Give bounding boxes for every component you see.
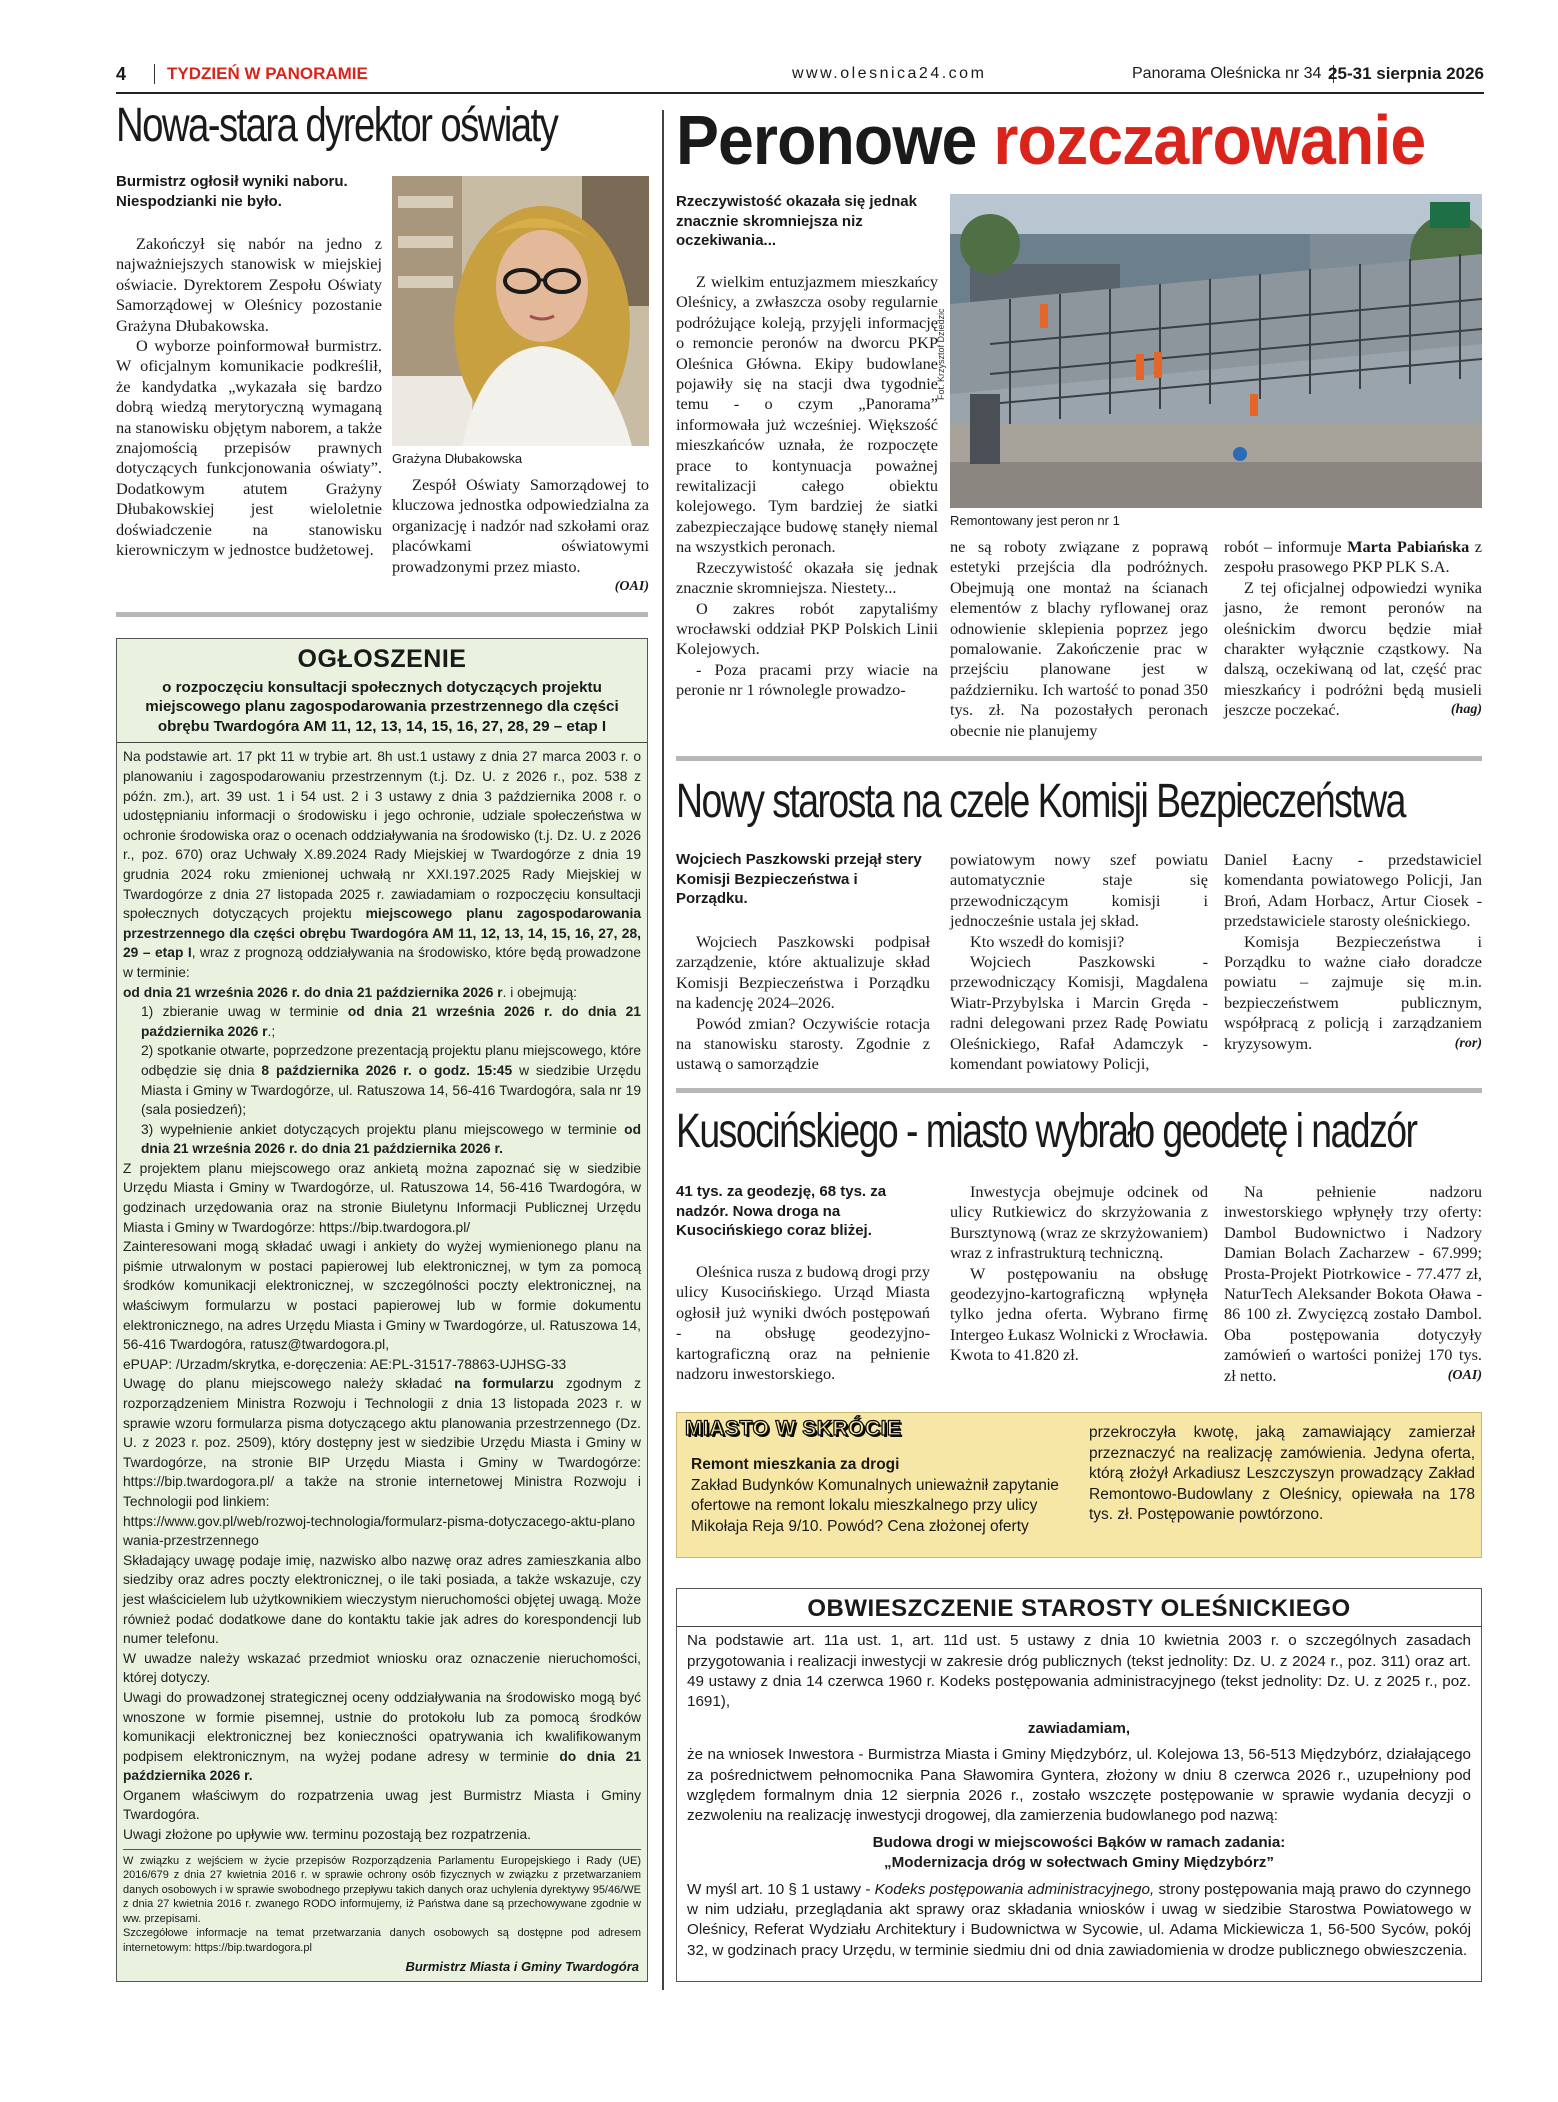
article3-paragraph: Komisja Bezpieczeństwa i Porządku to ważne ciało doradcze powiatu – zajmuje się m.in. bezpieczeństwem publicznym, współpracą z policją i zarządzaniem kryzysowym. (ror) [1224,931,1482,1053]
city-in-brief-text: przekroczyła kwotę, jaką zamawiający zamierzał przeznaczyć na realizację zamówienia. Jedyna oferta, którą złożył Arkadiusz Leszczyszyn prowadzący Zakład Remontowo-Budowlany z Oleśnicy, opiewała na 178 tys. zł. Postępowanie powtórzono. [1089,1424,1475,1524]
article2-paragraph: - Poza pracami przy wiacie na peronie nr 1 równolegle prowadzo- [676,659,938,700]
article2-paragraph: Z wielkim entuzjazmem mieszkańcy Oleśnicy, a zwłaszcza osoby regularnie podróżujące koleją, przyjęli informację o remoncie peronów na dworcu PKP Oleśnica Główna. Ekipy budowlane pojawiły się na stacji dwa tygodnie temu - o czym „Panorama” informowała już wcześniej. Większość mieszkańców uznała, że rozpoczęte prace to kontynuacja poważnej rewitalizacji całego obiektu kolejowego. Tym bardziej że siatki zabezpieczające budowę stanęły niemal na wszystkich peronach. [676,272,938,557]
announcement-signature: Burmistrz Miasta i Gminy Twardogóra [405,1959,639,1975]
article3-paragraph: Kto wszedł do komisji? [970,931,1125,951]
article3-signature: (ror) [1454,1035,1482,1051]
announcement-paragraph: Składający uwagę podaje imię, nazwisko albo nazwę oraz adres zamieszkania albo siedziby oraz adres poczty elektronicznej, o ile taki posiada, a także wskazuje, czy jest właścicielem lub użytkownikiem wieczystym nieruchomości objętej uwagą. Może również podać dodatkowe dane do kontaktu takie jak adres do korespondencji lub numer telefonu. [123,1552,641,1647]
article3-paragraph: Powód zmian? Oczywiście rotacja na stanowisku starosty. Zgodnie z ustawą o samorządzie [676,1013,930,1074]
announcement-paragraph: W uwadze należy wskazać przedmiot wniosku oraz oznaczenie nieruchomości, której dotyczy. [123,1650,641,1686]
spokesperson-name: Marta Pabiańska [1347,537,1470,556]
city-in-brief-headline: Remont mieszkania za drogi [691,1456,900,1473]
article1-body-col2 [392,475,649,597]
article4-paragraph: Na pełnienie nadzoru inwestorskiego wpłynęły trzy oferty: Dambol Budownictwo i Nadzory Damian Bolach Zacharzew - 67.999; Prosta-Projekt Piotrkowice - 77.477 zł, NaturTech Aleksander Bokota Oława - 86 100 zł. Zwycięzcą zostało Dambol. Oba postępowania dotyczyły zamówień o wartości poniżej 170 tys. zł netto. (OAI) [1224,1182,1482,1385]
article2-lead: Rzeczywistość okazała się jednak znacznie skromniejsza niz oczekiwania... [676,193,917,250]
notice-task-name: „Modernizacja dróg w sołectwach Gminy Międzybórz” [884,1854,1274,1872]
article2-title-black: Peronowe [676,101,977,179]
city-in-brief-box [676,1412,1482,1558]
announcement-paragraph: Uwagi złożone po upływie ww. terminu pozostają bez rozpatrzenia. [123,1827,531,1843]
announcement-term: od dnia 21 września 2026 r. do dnia 21 października 2026 r. i obejmują: [123,984,577,1000]
website-link[interactable]: www.olesnica24.com [792,65,987,82]
announcement-paragraph: Zainteresowani mogą składać uwagi i ankiety do wyżej wymienionego planu na piśmie utrwalonym w postaci papierowej lub elektronicznej, w tym za pomocą środków komunikacji elektronicznej, w szczególności poczty elektronicznej, na właściwym formularzu w postaci papierowej lub w formie dokumentu elektronicznego, na adres Urzędu Miasta i Gminy w Twardogórze, ul. Ratuszowa 14, 56-416 Twardogóra, ratusz@twardogora.pl, [123,1239,641,1353]
article2-paragraph: O zakres robót zapytaliśmy wrocławski oddział PKP Polskich Linii Kolejowych. [676,598,938,659]
article3-paragraph: Wojciech Paszkowski podpisał zarządzenie, które aktualizuje skład Komisji Bezpieczeństwa i Porządku na kadencję 2024–2026. [676,932,930,1013]
article3-paragraph: powiatowym nowy szef powiatu automatycznie staje się przewodniczącym komisji i jednocześnie ustala jej skład. [950,850,1208,931]
article2-signature: (hag) [1450,702,1482,718]
announcement-paragraph: Na podstawie art. 17 pkt 11 w trybie art. 8h ust.1 ustawy z dnia 27 marca 2003 r. o planowaniu i zagospodarowaniu przestrzennym (t.j. Dz. U. z 2026 r., poz. 538 z późn. zm.), art. 39 ust. 1 i 54 ust. 2 i 3 ustawy z dnia 3 października 2008 r. o udostępnianiu informacji o środowisku i jego ochronie, udziale społeczeństwa w ochronie środowiska oraz o ocenach oddziaływania na środowisko (t.j. Dz. U. z 2026 r., poz. 670) oraz Uchwały X.89.2024 Rady Miejskiej w Twardogórze z dnia 19 grudnia 2024 roku zmienionej uchwałą nr XXI.197.2025 Rady Miejskiej w Twardogórze z dnia 27 listopada 2025 r. zawiadamiam o rozpoczęciu konsultacji społecznych dotyczących projektu miejscowego planu zagospodarowania przestrzennego dla części obrębu Twardogóra AM 11, 12, 13, 14, 15, 16, 27, 28, 29 – etap I, wraz z prognozą oddziaływania na środowisko, które będą prowadzone w terminie: [123,749,641,980]
announcement-paragraph: Organem właściwym do rozpatrzenia uwag jest Burmistrz Miasta i Gminy Twardogóra. [123,1787,641,1823]
rodo-notice: W związku z wejściem w życie przepisów Rozporządzenia Parlamentu Europejskiego i Rady (UE) 2016/679 z dnia 27 kwietnia 2016 r. w sprawie ochrony osób fizycznych w związku z przetwarzaniem danych osobowych i w sprawie swobodnego przepływu takich danych oraz uchylenia dyrektywy 95/46/WE z dnia 27 kwietnia 2016 r. zwanego RODO informujemy, iż Państwa dane są przechowywane zgodnie w ww. przepisami. Szczegółowe informacje na temat przetwarzania danych osobowych są dostępne pod adresem internetowym: https://bip.twardogora.pl [123,1854,641,1954]
article2-title [676,100,1425,180]
article2-body-col1 [676,272,938,701]
article2-paragraph: ne są roboty związane z poprawą estetyki przejścia dla podróżnych. Obejmują one montaż na ścianach elementów z blachy ryflowanej oraz odnowienie sklepienia poprzez jego pomalowanie. Zakończenie prac w przejściu planowane jest w październiku. Ich wartość to ponad 350 tys. zł. Na pozostałych peronach obecnie nie planujemy [950,537,1208,740]
notice-body [677,1627,1481,1961]
portrait-caption: Grażyna Dłubakowska [392,451,523,466]
article4-signature: (OAI) [1447,1367,1482,1383]
article3-paragraph: Daniel Łacny - przedstawiciel komendanta powiatowego Policji, Jan Broń, Adam Horbacz, Artur Ciosek - przedstawiciele starosty oleśnickiego. [1224,850,1482,931]
separator-bar [676,1088,1482,1093]
article1-paragraph: O wyborze poinformował burmistrz. W oficjalnym komunikacie podkreślił, że kandydatka „wykazała się bardzo dobrą wiedzą merytoryczną wymaganą na stanowisku objętym naborem, a także znajomością przepisów prawnych dotyczących funkcjonowania oświaty”. Dodatkowym atutem Grażyny Dłubakowskiej jest wieloletnie doświadczenie na stanowisku kierowniczym w jednostce budżetowej. [116,336,382,560]
city-in-brief-col2 [1089,1423,1475,1526]
article1-body-col1 [116,234,382,561]
article2-paragraph: Z tej oficjalnej odpowiedzi wynika jasno, że remont peronów na oleśnickim dworcu będzie miał charakter wyłącznie cząstkowy. Na dalszą, oczekiwaną od lat, część prac mieszkańcy i podróżni będą musieli jeszcze poczekać. (hag) [1224,577,1482,720]
article2-body-col3 [1224,537,1482,721]
announcement-paragraph: Uwagę do planu miejscowego należy składać na formularzu zgodnym z rozporządzeniem Ministra Rozwoju i Technologii z dnia 13 listopada 2023 r. w sprawie wzoru formularza pisma dotyczącego aktu planowania przestrzennego (Dz. U. z 2023 r. poz. 2509), który dostępny jest w siedzibie Urzędu Miasta i Gminy w Twardogórze, na stronie BIP Urzędu Miasta i Gminy w Twardogórze: https://bip.twardogora.pl/ a także na stronie internetowej Ministra Rozwoju i Technologii pod linkiem: [123,1376,641,1509]
issue-date: 25-31 sierpnia 2026 [1328,64,1484,83]
article4-paragraph: W postępowaniu na obsługę geodezyjno-kartograficzną wpłynęła tylko jedna oferta. Wybrano firmę Intergeo Łukasz Wolnicki z Wrocławia. Kwota to 41.820 zł. [950,1263,1208,1365]
form-link[interactable]: https://www.gov.pl/web/rozwoj-technologia/formularz-pisma-dotyczacego-aktu-planowania-przestrzennego [123,1513,635,1549]
article4-body-col1 [676,1262,930,1384]
article3-body-col3 [1224,850,1482,1054]
article2-paragraph: Rzeczywistość okazała się jednak znacznie skromniejsza. Niestety... [676,557,938,598]
announcement-list-item: 3) wypełnienie ankiet dotyczących projektu planu miejscowego w terminie od dnia 21 września 2026 r. do dnia 21 października 2026 r. [141,1121,641,1157]
running-header [116,62,1484,88]
article4-body-col3 [1224,1182,1482,1386]
notice-paragraph: że na wniosek Inwestora - Burmistrza Miasta i Gminy Międzybórz, ul. Kolejowa 13, 56-513 Międzybórz, działającego za pośrednictwem pełnomocnika Pana Sławomira Gyntera, złożony w dniu 8 czerwca 2026 r., uzupełniony pod względem formalnym dnia 12 sierpnia 2026 r., zostało wszczęte postępowanie w sprawie wydania decyzji o zezwoleniu na realizację inwestycji drogowej, dla zamierzenia budowlanego pod nazwą: [687,1746,1471,1825]
article3-body-col2 [950,850,1208,1074]
city-in-brief-col1 [691,1455,1077,1537]
photo-credit: Fot. Krzysztof Dziedzic [936,308,946,400]
article2-paragraph: robót – informuje Marta Pabiańska z zespołu prasowego PKP PLK S.A. [1224,537,1483,577]
paper-issue: Panorama Oleśnicka nr 34 [1132,65,1334,83]
announcement-list-item: 1) zbieranie uwag w terminie od dnia 21 września 2026 r. do dnia 21 października 2026 r.; [141,1004,641,1039]
announcement-list-item: 2) spotkanie otwarte, poprzedzone prezentacją projektu planu miejscowego, które odbędzie się dnia 8 października 2026 r. o godz. 15:45 w siedzibie Urzędu Miasta i Gminy w Twardogórze, ul. Ratuszowa 14, 56-416 Twardogóra, sala nr 19 (sala posiedzeń); [141,1043,641,1118]
city-in-brief-badge: MIASTO W SKRÓCIE [681,1417,905,1441]
notice-task-title: Budowa drogi w miejscowości Bąków w ramach zadania: [872,1833,1286,1851]
notice-title: OBWIESZCZENIE STAROSTY OLEŚNICKIEGO [807,1595,1351,1622]
separator-bar [116,612,648,617]
platform-photo [950,194,1482,508]
article3-paragraph: Wojciech Paszkowski - przewodniczący Komisji, Magdalena Wiatr-Przybylska i Marcin Gręda - radni delegowani przez Radę Powiatu Oleśnickiego, Rafał Adamczyk - komendant powiatowy Policji, [950,952,1208,1074]
separator-bar [676,756,1482,761]
announcement-body [117,747,647,1844]
article3-lead: Wojciech Paszkowski przejął stery Komisji Bezpieczeństwa i Porządku. [676,851,922,908]
notice-box [676,1588,1482,1982]
announcement-subtitle: o rozpoczęciu konsultacji społecznych dotyczących projektu miejscowego planu zagospodarowania przestrzennego dla części obrębu Twardogóra AM 11, 12, 13, 14, 15, 16, 27, 28, 29 – etap I [145,679,619,735]
article2-body-col2 [950,537,1208,741]
announcement-rule [117,742,647,743]
article1-title: Nowa-stara dyrektor oświaty [116,99,558,152]
article4-title: Kusocińskiego - miasto wybrało geodetę i nadzór [676,1105,1417,1158]
city-in-brief-text: Zakład Budynków Komunalnych unieważnił zapytanie ofertowe na remont lokalu mieszkalnego przy ulicy Mikołaja Reja 9/10. Powód? Cena złożonej oferty [691,1476,1059,1535]
article4-lead: 41 tys. za geodezję, 68 tys. za nadzór. Nowa droga na Kusocińskiego coraz bliżej. [676,1183,887,1240]
article3-title: Nowy starosta na czele Komisji Bezpieczeństwa [676,775,1405,828]
article4-paragraph: Inwestycja obejmuje odcinek od ulicy Rutkiewicz do skrzyżowania z Bursztynową (wraz ze skrzyżowaniem) wraz z infrastrukturą techniczną. [950,1182,1208,1263]
announcement-title: OGŁOSZENIE [297,645,467,673]
column-rule [662,110,664,1990]
article1-paragraph: Zakończył się nabór na jedno z najważniejszych stanowisk w miejskiej oświacie. Dyrektorem Zespołu Oświaty Samorządowej w Oleśnicy pozostanie Grażyna Dłubakowska. [116,234,382,335]
platform-photo-caption: Remontowany jest peron nr 1 [950,513,1120,528]
article2-title-red: rozczarowanie [993,101,1426,179]
announcement-paragraph: Z projektem planu miejscowego oraz ankietą można zapoznać się w siedzibie Urzędu Miasta i Gminy w Twardogórze, ul. Ratuszowa 14, 56-416 Twardogóra, w godzinach urzędowania oraz na stronie Biuletynu Informacji Publicznej Urzędu Miasta i Gminy w Twardogórze: https://bip.twardogora.pl/ [123,1160,641,1235]
page-number: 4 [116,64,127,84]
section-name: TYDZIEŃ W PANORAMIE [154,64,368,84]
article4-paragraph: Oleśnica rusza z budową drogi przy ulicy Kusocińskiego. Urząd Miasta ogłosił już wyniki dwóch postępowań - na obsługę geodezyjno-kartograficzną oraz na pełnienie nadzoru inwestorskiego. [676,1262,930,1384]
portrait-photo [392,176,649,446]
article1-paragraph: Zespół Oświaty Samorządowej to kluczowa jednostka odpowiedzialna za organizację i nadzór nad szkołami oraz placówkami oświatowymi prowadzonymi przez miasto. [392,475,649,576]
article4-body-col2 [950,1182,1208,1366]
announcement-epuap: ePUAP: /Urzadm/skrytka, e-doręczenia: AE:PL-31517-78863-UJHSG-33 [123,1356,567,1372]
announcement-paragraph: Uwagi do prowadzonej strategicznej oceny oddziaływania na środowisko mogą być wnoszone w formie pisemnej, ustnie do protokołu lub za pomocą środków komunikacji elektronicznej bez konieczności opatrywania ich kwalifikowanym podpisem elektronicznym, na wyżej podane adresy w terminie do dnia 21 października 2026 r. [123,1689,641,1784]
notice-paragraph: W myśl art. 10 § 1 ustawy - Kodeks postępowania administracyjnego, strony postępowania mają prawo do czynnego w nim udziału, przeglądania akt sprawy oraz składania wniosków i uwag w siedzibie Starostwa Powiatowego w Oleśnicy, Referat Wydziału Architektury i Budownictwa w Sycowie, ul. Adama Mickiewicza 1, 56-500 Syców, pokój 32, w godzinach pracy Urzędu, w terminie siedmiu dni od dnia zawiadomienia w drodze publicznego obwieszczenia. [687,1880,1471,1959]
article1-signature: (OAI) [614,579,649,595]
notice-paragraph: Na podstawie art. 11a ust. 1, art. 11d ust. 5 ustawy z dnia 10 kwietnia 2003 r. o szczególnych zasadach przygotowania i realizacji inwestycji w zakresie dróg publicznych (tekst jednolity: Dz. U. z 2024 r., poz. 311) oraz art. 49 ustawy z dnia 14 czerwca 1960 r. Kodeks postępowania administracyjnego (tekst jednolity: Dz. U. z 2025 r., poz. 1691), [687,1632,1471,1711]
article3-body-col1 [676,932,930,1075]
article1-lead: Burmistrz ogłosił wyniki naboru. Niespodzianki nie było. [116,173,348,210]
announcement-box [116,638,648,1982]
header-rule [116,92,1484,94]
notice-declaration: zawiadamiam, [1027,1719,1131,1737]
